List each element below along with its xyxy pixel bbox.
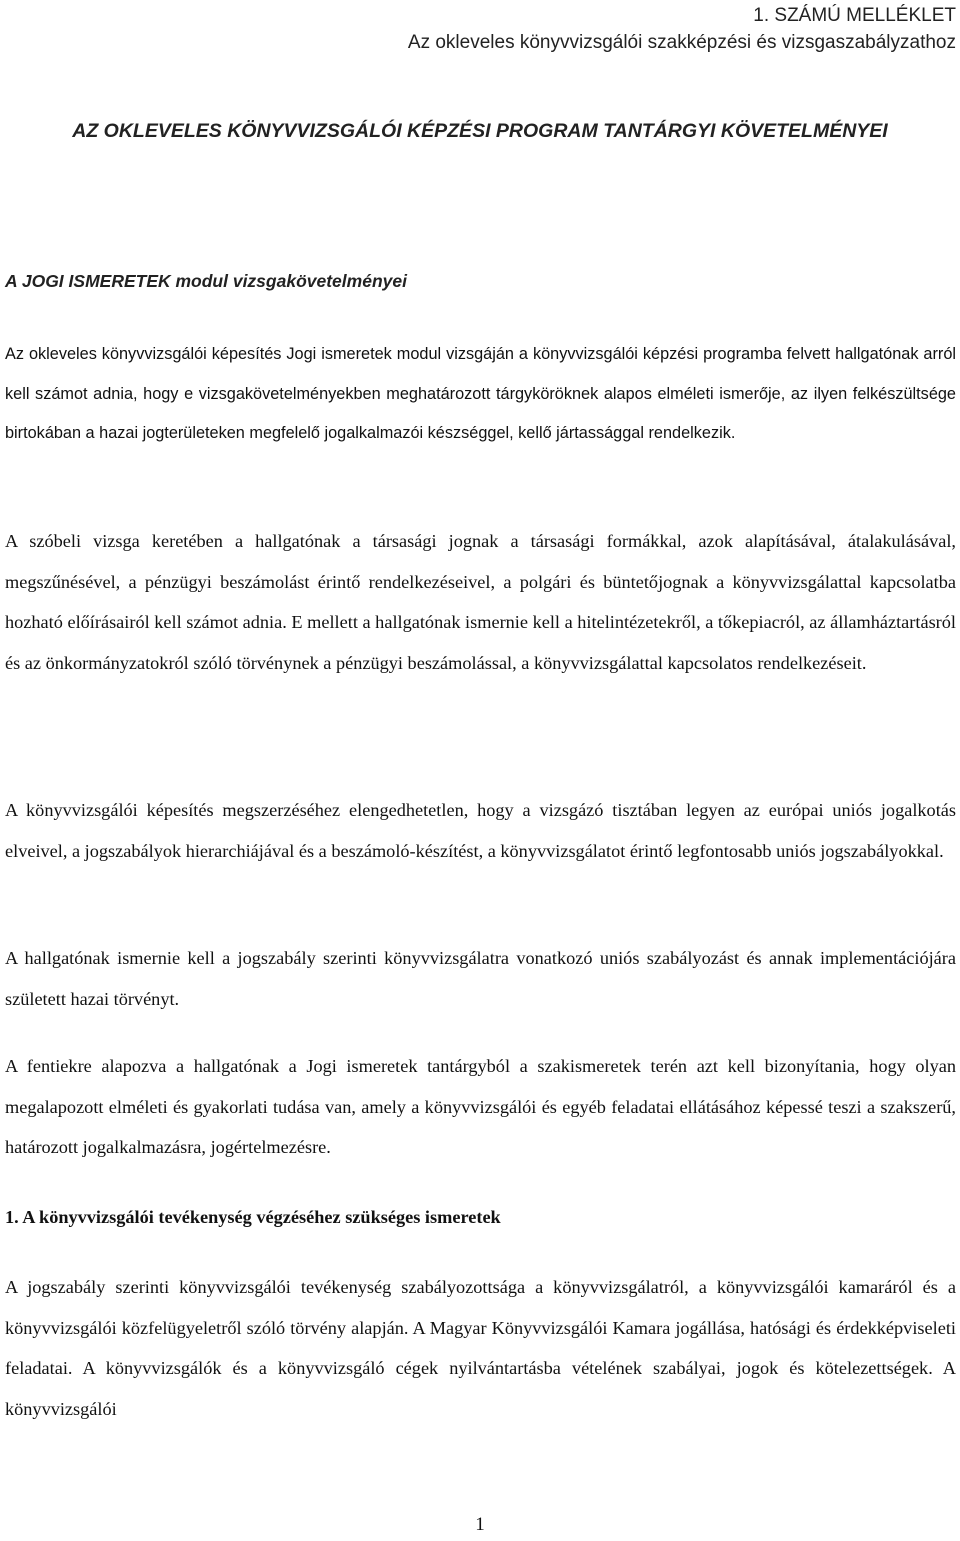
section-paragraph: A jogszabály szerinti könyvvizsgálói tevékenység szabályozottsága a könyvvizsgálatról, a könyvvizsgálói kamaráról és a könyvvizsgálói közfelügyeletről szóló törvény alapján. A Magyar Könyvvizsgálói Kamara jogállása, hatósági és érdekképviseleti feladatai. A könyvvizsgálók és a könyvvizsgáló cégek nyilvántartásba vételének szabályai, jogok és kötelezettségek. A könyvvizsgálói xyxy=(5,1277,956,1419)
annex-label: 1. SZÁMÚ MELLÉKLET xyxy=(753,5,956,26)
paragraph-conclusion: A fentiekre alapozva a hallgatónak a Jogi ismeretek tantárgyból a szakismeretek terén azt kell bizonyítania, hogy olyan megalapozott elméleti és gyakorlati tudása van, amely a könyvvizsgálói és egyéb feladatai ellátásához képessé teszi a szakszerű, határozott jogalkalmazásra, jogértelmezésre. xyxy=(5,1056,956,1158)
page-number: 1 xyxy=(475,1514,485,1535)
paragraph-oral-exam: A szóbeli vizsga keretében a hallgatónak a társasági jognak a társasági formákkal, azok alapításával, átalakulásával, megszűnésével, a pénzügyi beszámolást érintő rendelkezéseivel, a polgári és büntetőjognak a könyvvizsgálattal kapcsolatba hozható előírásairól kell számot adnia. E mellett a hallgatónak ismernie kell a hitelintézetekről, a tőkepiacról, az államháztartásról és az önkormányzatokról szóló törvénynek a pénzügyi beszámolással, a könyvvizsgálattal kapcsolatos rendelkezéseit. xyxy=(5,531,956,673)
paragraph-eu-regulation: A hallgatónak ismernie kell a jogszabály szerinti könyvvizsgálatra vonatkozó uniós szabályozást és annak implementációjára született hazai törvényt. xyxy=(5,948,956,1009)
annex-subtitle: Az okleveles könyvvizsgálói szakképzési és vizsgaszabályzathoz xyxy=(407,32,956,53)
annex-header xyxy=(408,2,956,56)
section-heading: 1. A könyvvizsgálói tevékenység végzéséhez szükséges ismeretek xyxy=(5,1207,501,1227)
document-title: AZ OKLEVELES KÖNYVVIZSGÁLÓI KÉPZÉSI PROGRAM TANTÁRGYI KÖVETELMÉNYEI xyxy=(72,120,888,142)
paragraph-intro: Az okleveles könyvvizsgálói képesítés Jogi ismeretek modul vizsgáján a könyvvizsgálói képzési programba felvett hallgatónak arról kell számot adnia, hogy e vizsgakövetelményekben meghatározott tárgyköröknek alapos elméleti ismerője, az ilyen felkészültsége birtokában a hazai jogterületeken megfelelő jogalkalmazói készséggel, kellő jártassággal rendelkezik. xyxy=(5,345,956,443)
module-title: A JOGI ISMERETEK modul vizsgakövetelményei xyxy=(5,271,407,291)
paragraph-eu-law: A könyvvizsgálói képesítés megszerzéséhez elengedhetetlen, hogy a vizsgázó tisztában legyen az európai uniós jogalkotás elveivel, a jogszabályok hierarchiájával és a beszámoló-készítést, a könyvvizsgálatot érintő legfontosabb uniós jogszabályokkal. xyxy=(5,800,956,861)
